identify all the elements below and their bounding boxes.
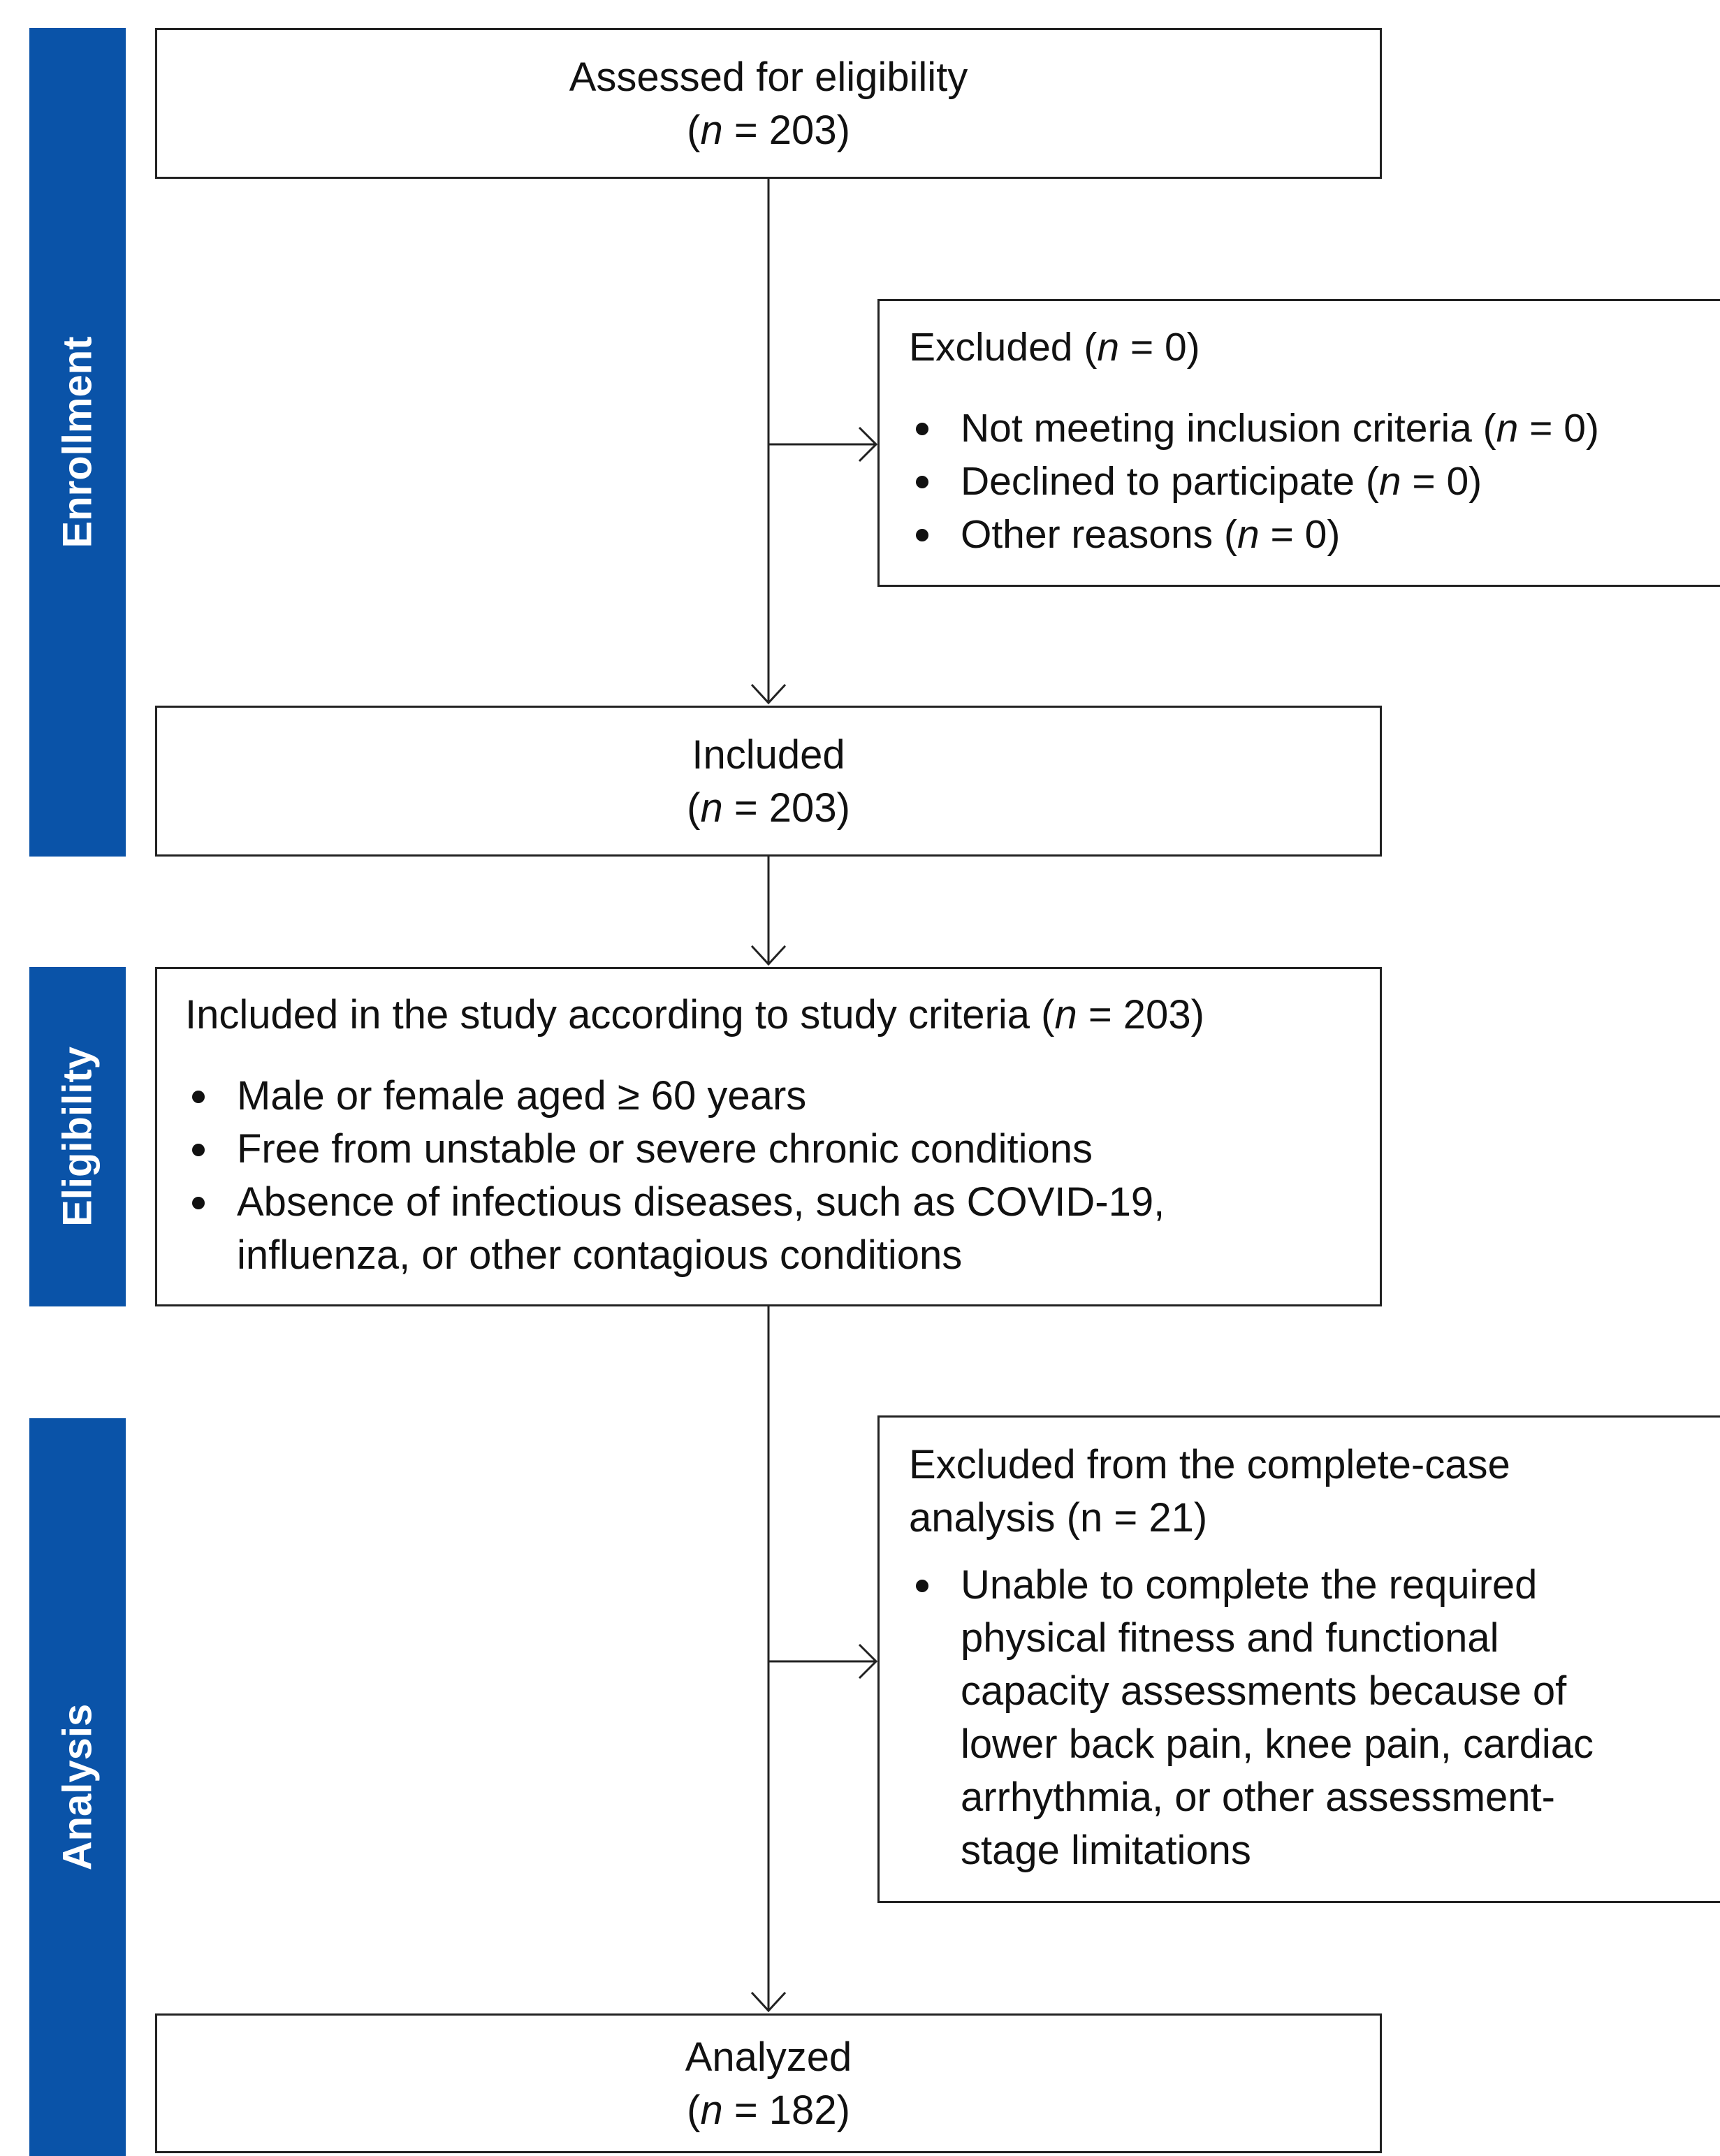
excluded-analysis-title: Excluded from the complete-case analysis (n = 21) (909, 1442, 1510, 1540)
eligibility-label: Eligibility (54, 1047, 101, 1227)
excluded-box (877, 299, 1720, 587)
analyzed-count: (n = 182) (687, 2088, 850, 2133)
criteria-box (155, 967, 1382, 1306)
criteria-list (185, 1070, 1331, 1282)
excluded-title: Excluded (n = 0) (909, 325, 1200, 370)
excluded-analysis-box (877, 1415, 1720, 1903)
analysis-label: Analysis (54, 1703, 101, 1871)
included-count: (n = 203) (687, 785, 850, 831)
list-item: Not meeting inclusion criteria (n = 0) (909, 402, 1693, 455)
included-box (155, 706, 1382, 857)
included-title: Included (692, 732, 845, 778)
list-item: Male or female aged ≥ 60 years (185, 1070, 1331, 1123)
list-item: Declined to participate (n = 0) (909, 455, 1693, 508)
list-item: Other reasons (n = 0) (909, 508, 1693, 561)
list-item: Unable to complete the required physical fitness and functional capacity assessments because of lower back pain, knee pain, cardiac arrhythmia, or other assessment-stage limitations (909, 1559, 1635, 1877)
excluded-list (909, 402, 1693, 561)
excluded-analysis-list (909, 1559, 1635, 1877)
list-item: Absence of infectious diseases, such as COVID-19, influenza, or other contagious conditions (185, 1176, 1331, 1282)
assessed-title: Assessed for eligibility (569, 54, 968, 100)
criteria-title: Included in the study according to study criteria (n = 203) (185, 992, 1204, 1037)
assessed-box (155, 28, 1382, 179)
analyzed-box (155, 2013, 1382, 2153)
list-item: Free from unstable or severe chronic conditions (185, 1123, 1331, 1176)
enrollment-label: Enrollment (54, 336, 101, 548)
analyzed-title: Analyzed (685, 2034, 852, 2080)
assessed-count: (n = 203) (687, 108, 850, 153)
